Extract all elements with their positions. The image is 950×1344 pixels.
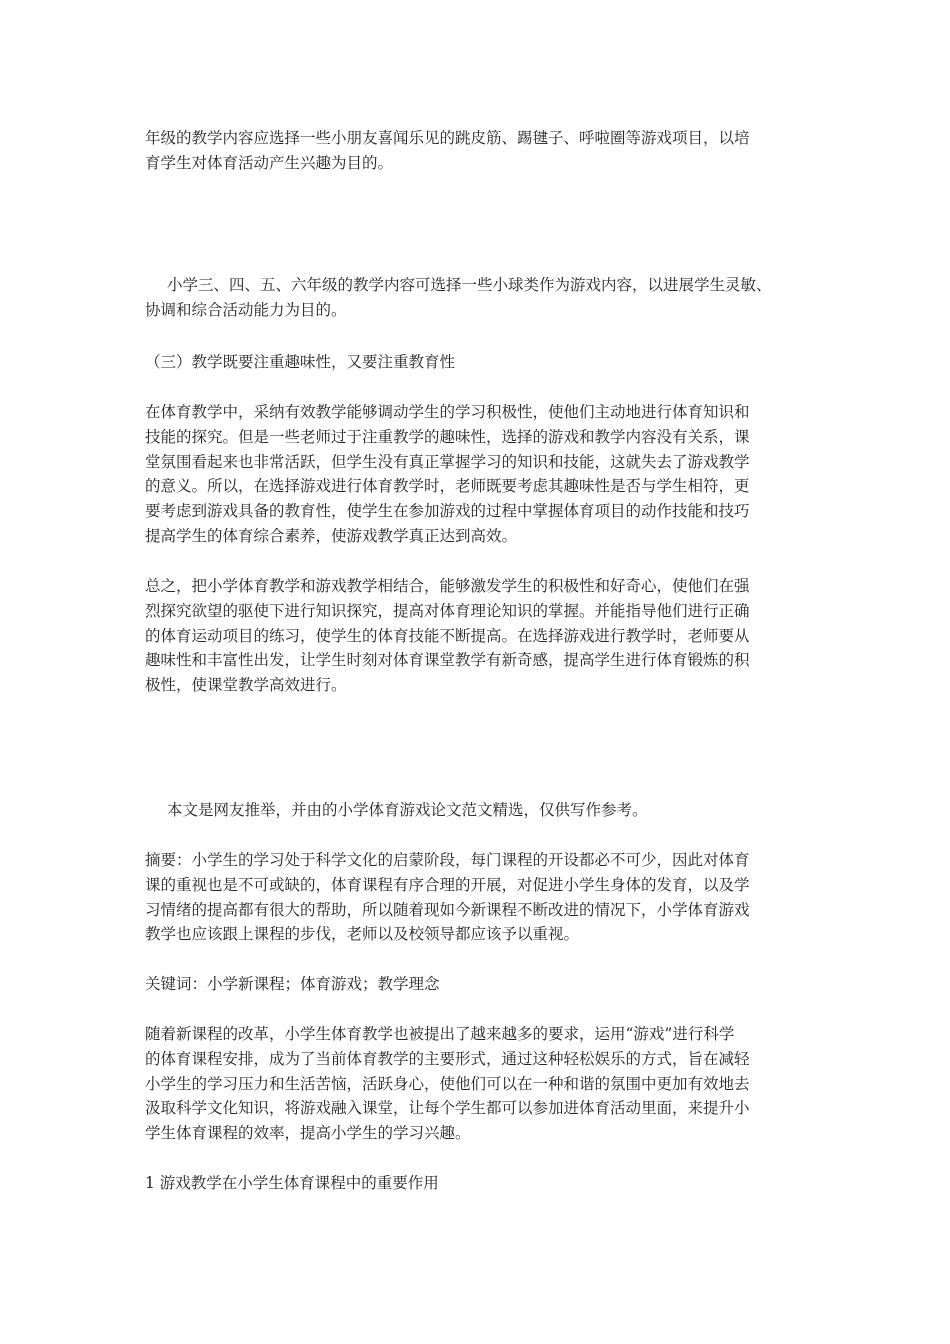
text-line: 学生体育课程的效率，提高小学生的学习兴趣。 [145,1124,471,1143]
text-line: 课的重视也是不可或缺的，体育课程有序合理的开展，对促进小学生身体的发育，以及学 [145,875,750,894]
text-line: 摘要：小学生的学习处于科学文化的启蒙阶段，每门课程的开设都必不可少，因此对体育 [145,851,750,869]
text-line: 协调和综合活动能力为目的。 [145,300,347,319]
paragraph-grades-three-to-six [145,273,810,323]
text-line: 教学也应该跟上课程的步伐，老师以及校领导都应该予以重视。 [145,925,580,944]
text-line: 的体育课程安排，成为了当前体育教学的主要形式，通过这种轻松娱乐的方式，旨在减轻 [145,1049,750,1068]
text-line: 育学生对体育活动产生兴趣为目的。 [145,153,394,172]
text-line: 汲取科学文化知识，将游戏融入课堂，让每个学生都可以参加进体育活动里面，来提升小 [145,1099,750,1118]
text-line: （三）教学既要注重趣味性，又要注重教育性 [145,353,456,371]
paragraph-conclusion [145,574,810,698]
text-line: 总之，把小学体育教学和游戏教学相结合，能够激发学生的积极性和好奇心，使他们在强 [145,577,750,595]
text-line: 1 游戏教学在小学生体育课程中的重要作用 [145,1174,439,1192]
paragraph-source-note [145,798,810,823]
paragraph-teaching-effect [145,400,810,549]
paragraph-grade-content [145,126,810,176]
section-heading-one [145,1171,810,1196]
text-line: 小学生的学习压力和生活苦恼，活跃身心，使他们可以在一种和谐的氛围中更加有效地去 [145,1074,750,1093]
paragraph-abstract [145,848,810,947]
paragraph-keywords [145,972,810,997]
text-line: 的意义。所以，在选择游戏进行体育教学时，老师既要考虑其趣味性是否与学生相符，更 [145,477,750,496]
text-line: 小学三、四、五、六年级的教学内容可选择一些小球类作为游戏内容，以进展学生灵敏、 [167,276,772,294]
text-line: 的体育运动项目的练习，使学生的体育技能不断提高。在选择游戏进行教学时，老师要从 [145,626,750,645]
text-line: 趣味性和丰富性出发，让学生时刻对体育课堂教学有新奇感，提高学生进行体育锻炼的积 [145,651,750,670]
section-heading-three [145,350,810,375]
text-line: 要考虑到游戏具备的教育性，使学生在参加游戏的过程中掌握体育项目的动作技能和技巧 [145,502,750,521]
paragraph-introduction [145,1022,810,1146]
text-line: 技能的探究。但是一些老师过于注重教学的趣味性，选择的游戏和教学内容没有关系，课 [145,427,750,446]
text-line: 极性，使课堂教学高效进行。 [145,676,347,695]
text-line: 在体育教学中，采纳有效教学能够调动学生的学习积极性，使他们主动地进行体育知识和 [145,403,750,421]
text-line: 年级的教学内容应选择一些小朋友喜闻乐见的跳皮筋、踢毽子、呼啦圈等游戏项目，以培 [145,129,750,147]
text-line: 堂氛围看起来也非常活跃，但学生没有真正掌握学习的知识和技能，这就失去了游戏教学 [145,452,750,471]
text-line: 习情绪的提高都有很大的帮助，所以随着现如今新课程不断改进的情况下，小学体育游戏 [145,900,750,919]
text-line: 本文是网友推举，并由的小学体育游戏论文范文精选，仅供写作参考。 [167,801,648,819]
text-line: 随着新课程的改革，小学生体育教学也被提出了越来越多的要求，运用“游戏”进行科学 [145,1025,735,1043]
text-line: 提高学生的体育综合素养，使游戏教学真正达到高效。 [145,526,518,545]
text-line: 关键词：小学新课程；体育游戏；教学理念 [145,975,440,993]
text-line: 烈探究欲望的驱使下进行知识探究，提高对体育理论知识的掌握。并能指导他们进行正确 [145,601,750,620]
